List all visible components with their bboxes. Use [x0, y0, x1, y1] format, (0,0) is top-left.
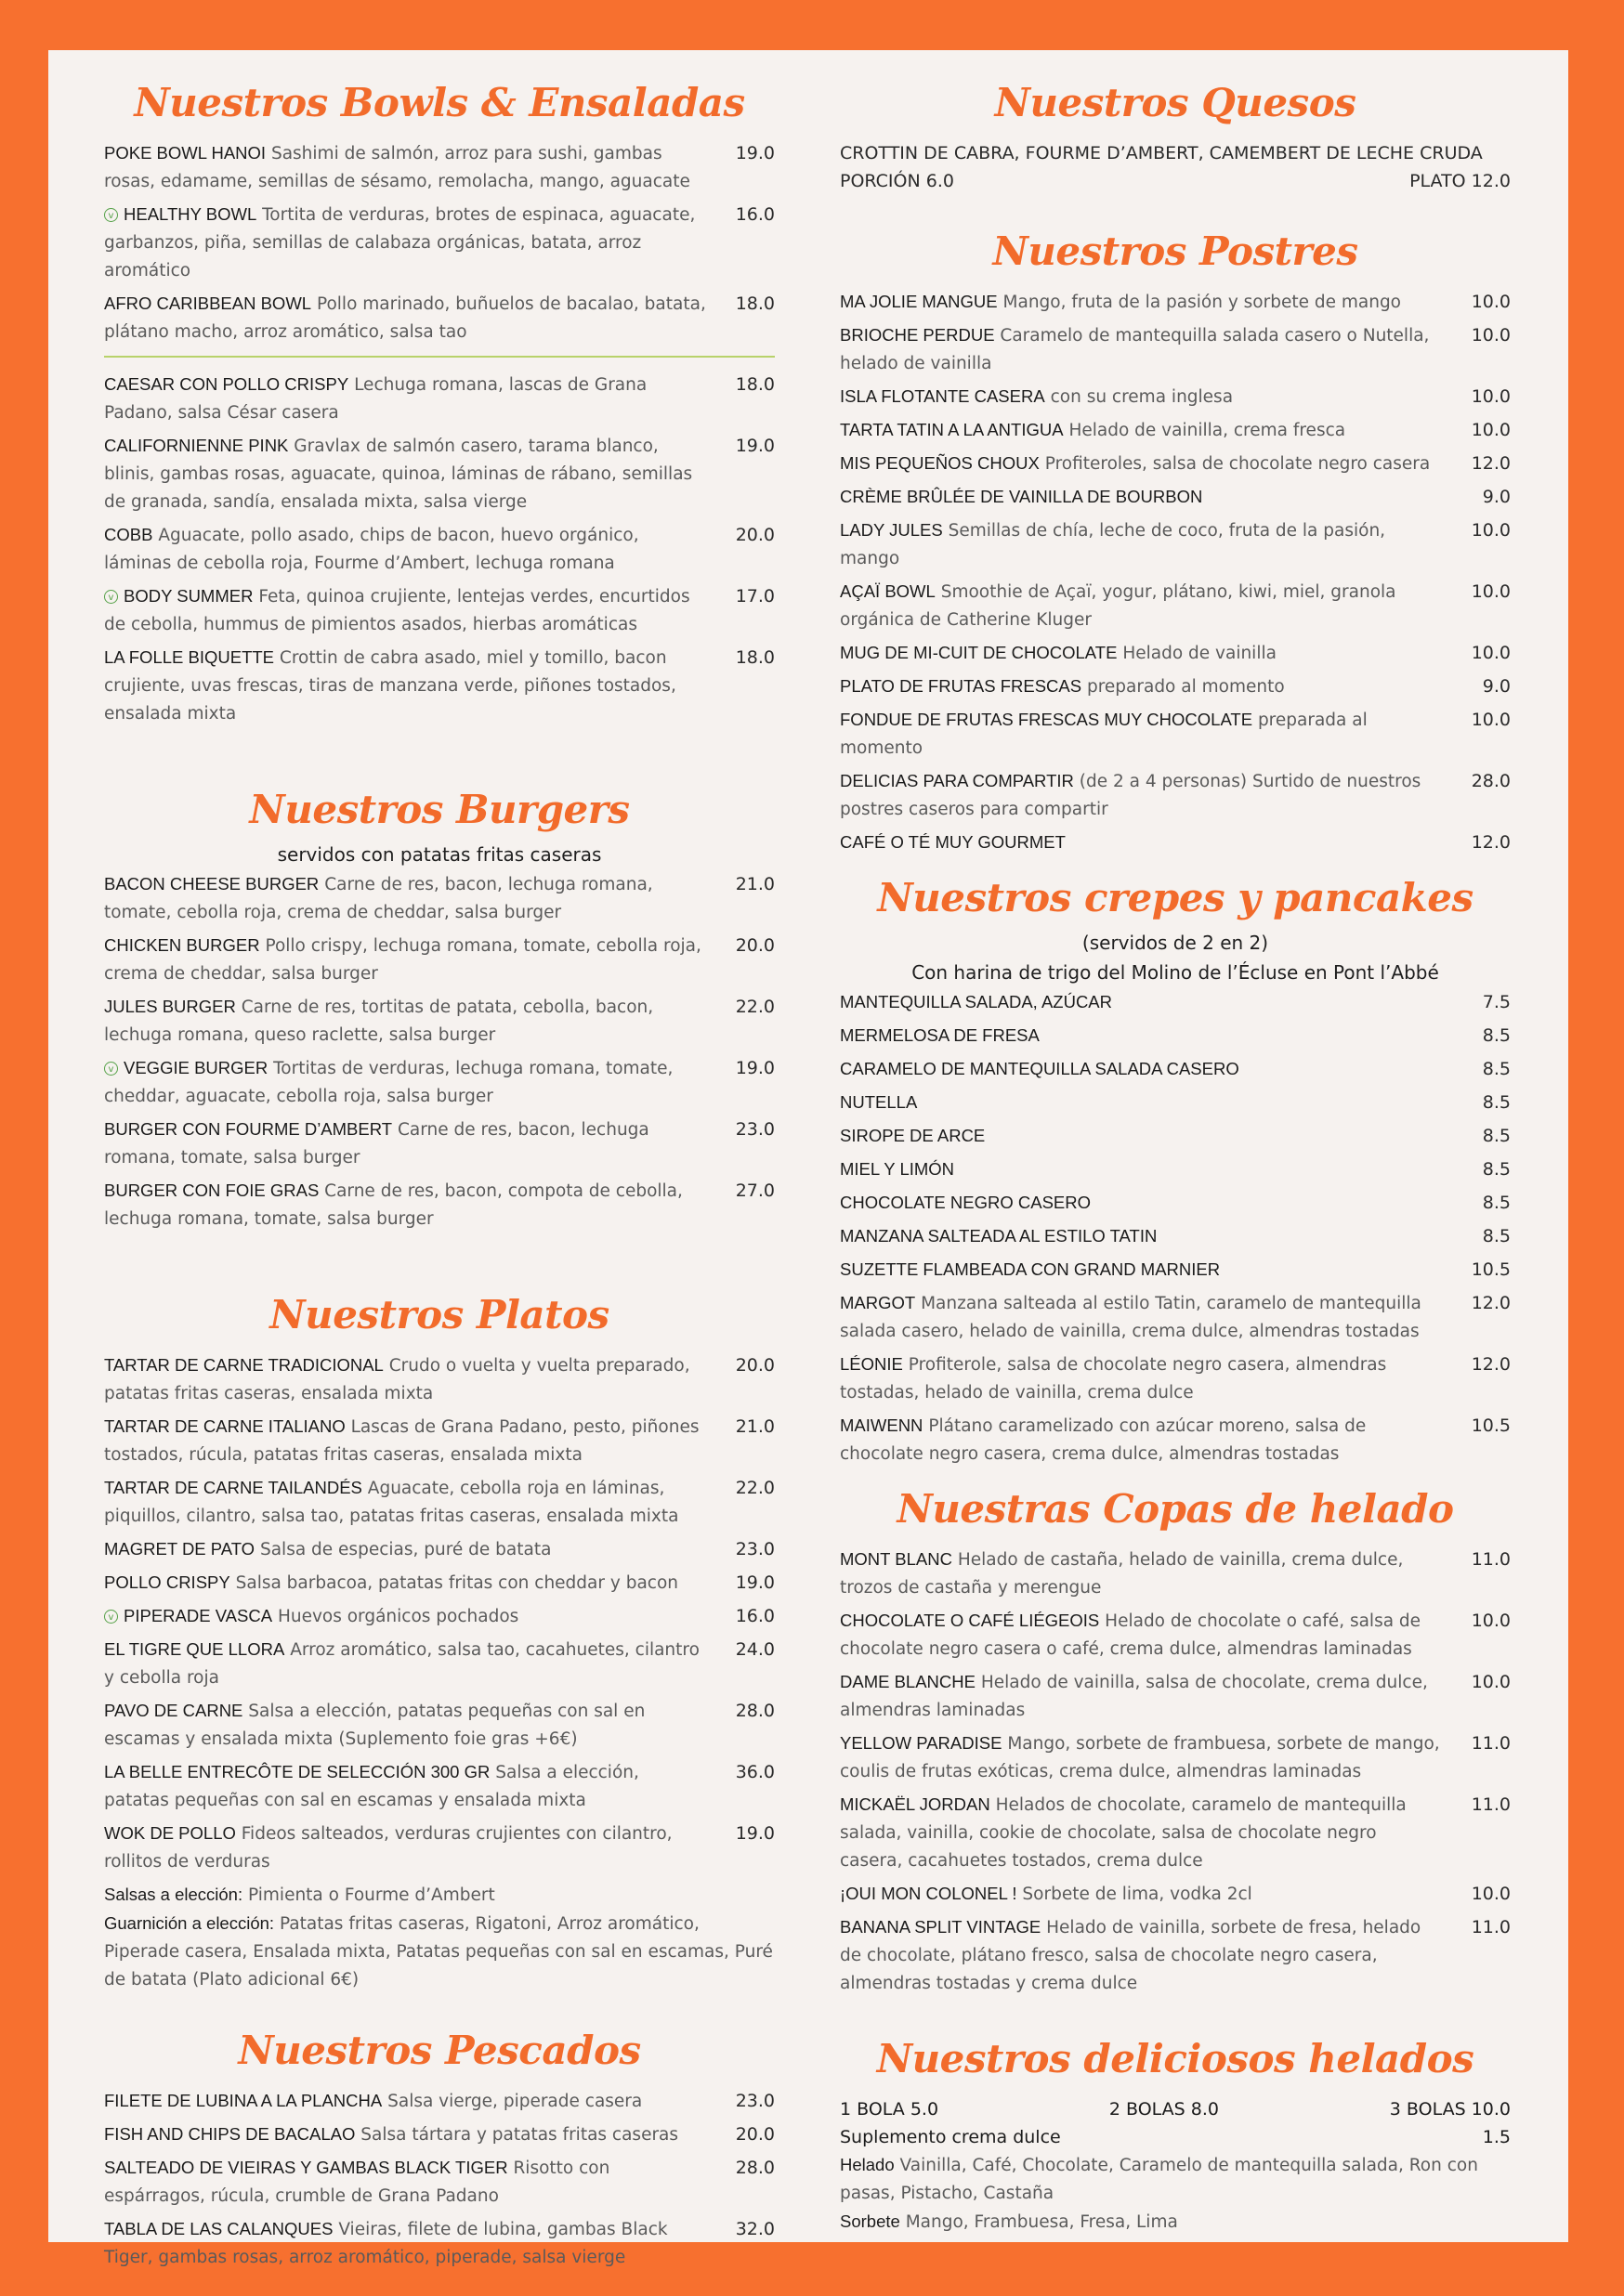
menu-item — [104, 1820, 775, 1876]
guarnicion-text: Patatas fritas caseras, Rigatoni, Arroz aromático, Piperade casera, Ensalada mixta, Patatas pequeñas con sal en escamas, Puré de batata (Plato adicional 6€) — [104, 1914, 773, 1989]
item-name: CHICKEN BURGER — [104, 935, 260, 955]
menu-item — [104, 371, 775, 427]
menu-item — [840, 1189, 1511, 1218]
menu-item — [104, 582, 775, 639]
item-price: 10.0 — [1471, 1884, 1511, 1904]
item-description: Mango, sorbete de frambuesa, sorbete de mango, coulis de frutas exóticas, crema dulce, almendras laminadas — [840, 1734, 1440, 1781]
item-price: 10.0 — [1471, 420, 1511, 440]
vegetarian-icon: v — [104, 1062, 118, 1076]
item-price: 23.0 — [735, 2091, 775, 2111]
item-description: Salsa tártara y patatas fritas caseras — [360, 2125, 679, 2145]
item-price: 18.0 — [735, 374, 775, 395]
postres-list — [840, 288, 1511, 857]
item-description: Feta, quinoa crujiente, lentejas verdes, encurtidos de cebolla, hummus de pimientos asados, hierbas aromáticas — [104, 587, 690, 634]
item-price: 12.0 — [1471, 832, 1511, 853]
item-description: Crottin de cabra asado, miel y tomillo, bacon crujiente, uvas frescas, tiras de manzana verde, piñones tostados, ensalada mixta — [104, 648, 676, 724]
item-name: LA BELLE ENTRECÔTE DE SELECCIÓN 300 GR — [104, 1762, 491, 1781]
item-name: CARAMELO DE MANTEQUILLA SALADA CASERO — [840, 1059, 1239, 1078]
menu-item — [104, 1569, 775, 1598]
bowls-list — [104, 139, 775, 346]
section-divider — [104, 356, 775, 358]
guarnicion-label: Guarnición a elección: — [104, 1913, 275, 1933]
item-price: 12.0 — [1471, 1293, 1511, 1313]
item-price: 8.5 — [1482, 1193, 1511, 1213]
item-price: 10.0 — [1471, 520, 1511, 541]
item-price: 19.0 — [735, 143, 775, 163]
menu-item — [104, 1636, 775, 1692]
item-price: 21.0 — [735, 1416, 775, 1437]
quesos-portion: PORCIÓN 6.0 — [840, 171, 954, 191]
item-name: MIEL Y LIMÓN — [840, 1159, 955, 1179]
menu-page — [48, 50, 1568, 2267]
item-description: Lechuga romana, lascas de Grana Padano, salsa César casera — [104, 375, 648, 423]
menu-item — [840, 706, 1511, 763]
item-name: JULES BURGER — [104, 997, 236, 1016]
item-price: 10.0 — [1471, 292, 1511, 312]
salsas-note — [104, 1881, 775, 1910]
salsas-text: Pimienta o Fourme d’Ambert — [248, 1885, 495, 1905]
menu-item — [840, 416, 1511, 445]
item-price: 17.0 — [735, 586, 775, 607]
item-description: Manzana salteada al estilo Tatin, caramelo de mantequilla salada casero, helado de vainilla, crema dulce, almendras tostadas — [840, 1294, 1421, 1341]
item-name: MUG DE MI-CUIT DE CHOCOLATE — [840, 643, 1118, 662]
menu-item — [840, 828, 1511, 857]
menu-item — [104, 290, 775, 346]
item-description: Helado de vainilla — [1122, 644, 1277, 663]
item-description: (de 2 a 4 personas) Surtido de nuestros postres caseros para compartir — [840, 772, 1421, 819]
item-name: MONT BLANC — [840, 1549, 952, 1569]
menu-item — [840, 1256, 1511, 1285]
menu-item — [104, 2087, 775, 2116]
item-name: PIPERADE VASCA — [124, 1606, 273, 1625]
item-price: 7.5 — [1482, 992, 1511, 1012]
item-description: Caramelo de mantequilla salada casero o Nutella, helado de vainilla — [840, 326, 1430, 373]
burgers-list — [104, 870, 775, 1233]
item-description: Carne de res, bacon, lechuga romana, tomate, cebolla roja, crema de cheddar, salsa burger — [104, 875, 653, 922]
menu-item — [840, 1546, 1511, 1602]
item-price: 27.0 — [735, 1181, 775, 1201]
item-description: Tortita de verduras, brotes de espinaca, aguacate, garbanzos, piña, semillas de calabaza orgánicas, batata, arroz aromático — [104, 205, 696, 280]
item-description: preparado al momento — [1086, 677, 1285, 697]
item-price: 11.0 — [1471, 1549, 1511, 1570]
item-description: Carne de res, bacon, lechuga romana, tomate, salsa burger — [104, 1120, 649, 1168]
item-price: 18.0 — [735, 294, 775, 314]
helados-title: Nuestros deliciosos helados — [876, 2036, 1474, 2081]
menu-item — [840, 1155, 1511, 1184]
menu-item — [104, 201, 775, 285]
menu-item — [840, 639, 1511, 668]
menu-item — [840, 1880, 1511, 1909]
vegetarian-icon: v — [104, 208, 118, 222]
item-description: Fideos salteados, verduras crujientes con cilantro, rollitos de verduras — [104, 1824, 673, 1872]
menu-item — [104, 1535, 775, 1564]
item-description: Vieiras, filete de lubina, gambas Black Tiger, gambas rosas, arroz aromático, piperade, salsa vierge — [104, 2220, 668, 2267]
quesos-title: Nuestros Quesos — [994, 80, 1356, 125]
menu-item — [840, 1350, 1511, 1407]
pescados-title: Nuestros Pescados — [238, 2028, 641, 2073]
menu-item — [840, 516, 1511, 573]
salsas-label: Salsas a elección: — [104, 1885, 243, 1904]
right-column — [840, 80, 1511, 2237]
sorbete-label: Sorbete — [840, 2211, 900, 2231]
salads-list — [104, 371, 775, 728]
item-price: 20.0 — [735, 935, 775, 956]
item-name: EL TIGRE QUE LLORA — [104, 1639, 285, 1659]
item-name: POKE BOWL HANOI — [104, 143, 267, 163]
item-description: Helado de castaña, helado de vainilla, crema dulce, trozos de castaña y merengue — [840, 1550, 1404, 1598]
item-name: SALTEADO DE VIEIRAS Y GAMBAS BLACK TIGER — [104, 2158, 508, 2177]
copas-title: Nuestras Copas de helado — [897, 1486, 1454, 1532]
item-name: CHOCOLATE NEGRO CASERO — [840, 1193, 1092, 1212]
item-name: VEGGIE BURGER — [124, 1058, 268, 1077]
menu-item — [840, 1607, 1511, 1663]
menu-item — [840, 1913, 1511, 1998]
item-price: 9.0 — [1482, 487, 1511, 507]
item-name: TARTA TATIN A LA ANTIGUA — [840, 420, 1064, 439]
vegetarian-icon: v — [104, 590, 118, 604]
item-description: Crudo o vuelta y vuelta preparado, patatas fritas caseras, ensalada mixta — [104, 1356, 690, 1403]
item-price: 19.0 — [735, 1823, 775, 1844]
menu-item — [104, 932, 775, 988]
item-price: 8.5 — [1482, 1159, 1511, 1180]
menu-item — [840, 1089, 1511, 1117]
item-price: 21.0 — [735, 874, 775, 894]
menu-item — [104, 521, 775, 578]
item-description: Helados de chocolate, caramelo de mantequilla salada, vainilla, cookie de chocolate, salsa de chocolate negro casera, cacahuetes tostados, crema dulce — [840, 1795, 1407, 1871]
item-name: CHOCOLATE O CAFÉ LIÉGEOIS — [840, 1611, 1100, 1630]
item-price: 11.0 — [1471, 1733, 1511, 1754]
item-name: TARTAR DE CARNE TAILANDÉS — [104, 1478, 362, 1497]
menu-item — [840, 767, 1511, 824]
item-name: BURGER CON FOURME D’AMBERT — [104, 1119, 393, 1139]
item-price: 28.0 — [735, 1701, 775, 1721]
item-price: 12.0 — [1471, 1354, 1511, 1375]
item-price: 22.0 — [735, 997, 775, 1017]
sorbete-flavors — [840, 2208, 1511, 2237]
item-name: SIROPE DE ARCE — [840, 1126, 986, 1145]
item-price: 24.0 — [735, 1639, 775, 1660]
bola-1: 1 BOLA 5.0 — [840, 2099, 939, 2120]
menu-item — [840, 578, 1511, 634]
item-description: Helado de vainilla, crema fresca — [1068, 421, 1346, 440]
menu-item — [840, 450, 1511, 478]
item-name: TABLA DE LAS CALANQUES — [104, 2219, 334, 2238]
item-price: 16.0 — [735, 204, 775, 225]
item-name: BURGER CON FOIE GRAS — [104, 1181, 320, 1200]
item-price: 9.0 — [1482, 676, 1511, 697]
item-description: Sashimi de salmón, arroz para sushi, gambas rosas, edamame, semillas de sésamo, remolacha, mango, aguacate — [104, 144, 690, 191]
item-description: Helado de chocolate o café, salsa de chocolate negro casera o café, crema dulce, almendras laminadas — [840, 1611, 1421, 1659]
item-description: Gravlax de salmón casero, tarama blanco, blinis, gambas rosas, aguacate, quinoa, láminas de rábano, semillas de granada, sandía, ensalada mixta, salsa vierge — [104, 437, 693, 512]
item-price: 10.0 — [1471, 386, 1511, 407]
item-price: 23.0 — [735, 1539, 775, 1559]
item-name: COBB — [104, 525, 153, 544]
menu-item — [840, 288, 1511, 317]
menu-item — [840, 1729, 1511, 1786]
item-description: Salsa vierge, piperade casera — [387, 2092, 643, 2111]
item-description: Carne de res, bacon, compota de cebolla, lechuga romana, tomate, salsa burger — [104, 1181, 683, 1229]
item-price: 32.0 — [735, 2219, 775, 2239]
menu-item — [104, 1413, 775, 1469]
suplemento-row — [840, 2123, 1511, 2151]
menu-item — [840, 321, 1511, 378]
menu-item — [104, 870, 775, 927]
item-name: MAGRET DE PATO — [104, 1539, 255, 1559]
item-price: 28.0 — [735, 2158, 775, 2178]
sorbete-text: Mango, Frambuesa, Fresa, Lima — [905, 2212, 1178, 2232]
menu-item — [104, 1474, 775, 1531]
quesos-line — [840, 139, 1511, 167]
item-price: 23.0 — [735, 1119, 775, 1140]
item-price: 10.5 — [1471, 1259, 1511, 1280]
item-description: Salsa a elección, patatas pequeñas con sal en escamas y ensalada mixta (Suplemento foie gras +6€) — [104, 1702, 646, 1749]
item-description: Huevos orgánicos pochados — [277, 1607, 519, 1626]
menu-item — [104, 1054, 775, 1111]
item-name: MANZANA SALTEADA AL ESTILO TATIN — [840, 1226, 1158, 1246]
item-name: WOK DE POLLO — [104, 1823, 236, 1843]
item-price: 18.0 — [735, 647, 775, 668]
item-name: NUTELLA — [840, 1092, 918, 1112]
item-name: CALIFORNIENNE PINK — [104, 436, 289, 455]
item-price: 10.0 — [1471, 643, 1511, 663]
item-description: Arroz aromático, salsa tao, cacahuetes, cilantro y cebolla roja — [104, 1640, 700, 1688]
burgers-subtitle: servidos con patatas fritas caseras — [277, 843, 602, 866]
item-price: 11.0 — [1471, 1794, 1511, 1815]
item-price: 20.0 — [735, 2124, 775, 2145]
item-name: DAME BLANCHE — [840, 1672, 976, 1691]
item-name: ISLA FLOTANTE CASERA — [840, 386, 1045, 406]
menu-item — [104, 432, 775, 516]
menu-item — [104, 1351, 775, 1408]
item-name: FONDUE DE FRUTAS FRESCAS MUY CHOCOLATE — [840, 710, 1253, 729]
item-name: AFRO CARIBBEAN BOWL — [104, 294, 312, 313]
item-name: CAFÉ O TÉ MUY GOURMET — [840, 832, 1066, 852]
item-price: 11.0 — [1471, 1917, 1511, 1937]
item-name: DELICIAS PARA COMPARTIR — [840, 771, 1074, 790]
item-name: LA FOLLE BIQUETTE — [104, 647, 275, 667]
helado-flavors — [840, 2151, 1511, 2208]
item-description: Pollo crispy, lechuga romana, tomate, cebolla roja, crema de cheddar, salsa burger — [104, 936, 701, 984]
item-name: HEALTHY BOWL — [124, 204, 257, 224]
menu-item — [840, 672, 1511, 701]
item-name: MIS PEQUEÑOS CHOUX — [840, 453, 1040, 473]
suplemento-price: 1.5 — [1482, 2127, 1511, 2147]
item-price: 8.5 — [1482, 1126, 1511, 1146]
menu-item — [104, 2215, 775, 2272]
menu-item — [104, 1602, 775, 1631]
item-description: Salsa de especias, puré de batata — [259, 1540, 552, 1559]
item-name: MANTEQUILLA SALADA, AZÚCAR — [840, 992, 1113, 1011]
item-description: Aguacate, cebolla roja en láminas, piquillos, cilantro, salsa tao, patatas fritas caseras, ensalada mixta — [104, 1479, 679, 1526]
item-description: Carne de res, tortitas de patata, cebolla, bacon, lechuga romana, queso raclette, salsa burger — [104, 998, 654, 1045]
item-name: SUZETTE FLAMBEADA CON GRAND MARNIER — [840, 1259, 1221, 1279]
bola-3: 3 BOLAS 10.0 — [1389, 2099, 1511, 2120]
crepes-subtitle-2: Con harina de trigo del Molino de l’Écluse en Pont l’Abbé — [911, 961, 1439, 984]
vegetarian-icon: v — [104, 1610, 118, 1624]
item-name: PAVO DE CARNE — [104, 1701, 243, 1720]
menu-item — [840, 988, 1511, 1017]
bowls-title: Nuestros Bowls & Ensaladas — [134, 80, 745, 125]
item-description: Salsa a elección, patatas pequeñas con sal en escamas y ensalada mixta — [104, 1763, 639, 1810]
menu-item — [840, 1668, 1511, 1725]
copas-list — [840, 1546, 1511, 1998]
item-description: Aguacate, pollo asado, chips de bacon, huevo orgánico, láminas de cebolla roja, Fourme d’Ambert, lechuga romana — [104, 526, 639, 573]
helados-bolas — [840, 2095, 1511, 2123]
item-name: FISH AND CHIPS DE BACALAO — [104, 2124, 356, 2144]
item-price: 10.0 — [1471, 581, 1511, 602]
item-name: MERMELOSA DE FRESA — [840, 1025, 1040, 1045]
item-name: FILETE DE LUBINA A LA PLANCHA — [104, 2091, 383, 2110]
item-description: Tortitas de verduras, lechuga romana, tomate, cheddar, aguacate, cebolla roja, salsa burger — [104, 1059, 674, 1106]
menu-item — [104, 1115, 775, 1172]
item-name: LÉONIE — [840, 1354, 903, 1374]
burgers-title: Nuestros Burgers — [249, 787, 630, 832]
quesos-list-text: CROTTIN DE CABRA, FOURME D’AMBERT, CAMEMBERT DE LECHE CRUDA — [840, 143, 1483, 163]
postres-title: Nuestros Postres — [992, 228, 1358, 274]
suplemento-label: Suplemento crema dulce — [840, 2127, 1061, 2147]
item-description: Smoothie de Açaï, yogur, plátano, kiwi, miel, granola orgánica de Catherine Kluger — [840, 582, 1396, 630]
menu-item — [104, 2154, 775, 2211]
item-description: Semillas de chía, leche de coco, fruta de la pasión, mango — [840, 521, 1386, 568]
item-description: Salsa barbacoa, patatas fritas con cheddar y bacon — [235, 1573, 678, 1593]
item-description: Profiterole, salsa de chocolate negro casera, almendras tostadas, helado de vainilla, crema dulce — [840, 1355, 1387, 1402]
item-description: con su crema inglesa — [1050, 387, 1234, 407]
item-name: YELLOW PARADISE — [840, 1733, 1002, 1753]
item-name: MARGOT — [840, 1293, 916, 1312]
item-price: 8.5 — [1482, 1025, 1511, 1046]
item-price: 19.0 — [735, 436, 775, 456]
item-price: 36.0 — [735, 1762, 775, 1782]
item-name: BODY SUMMER — [124, 586, 254, 606]
menu-item — [104, 993, 775, 1050]
item-description: preparada al momento — [840, 711, 1368, 758]
item-price: 10.0 — [1471, 1672, 1511, 1692]
crepes-list — [840, 988, 1511, 1468]
item-name: AÇAÏ BOWL — [840, 581, 936, 601]
item-name: MA JOLIE MANGUE — [840, 292, 998, 311]
item-name: MICKAËL JORDAN — [840, 1794, 990, 1814]
platos-title: Nuestros Platos — [269, 1292, 609, 1337]
pescados-list — [104, 2087, 775, 2272]
item-name: MAIWENN — [840, 1415, 923, 1435]
menu-item — [104, 1758, 775, 1815]
item-price: 20.0 — [735, 525, 775, 545]
platos-list — [104, 1351, 775, 1876]
item-description: Pollo marinado, buñuelos de bacalao, batata, plátano macho, arroz aromático, salsa tao — [104, 294, 706, 342]
item-price: 10.0 — [1471, 1611, 1511, 1631]
item-price: 16.0 — [735, 1606, 775, 1626]
item-description: Lascas de Grana Padano, pesto, piñones tostados, rúcula, patatas fritas caseras, ensalada mixta — [104, 1417, 700, 1465]
menu-item — [840, 1022, 1511, 1050]
item-price: 10.5 — [1471, 1415, 1511, 1436]
item-description: Profiteroles, salsa de chocolate negro casera — [1044, 454, 1431, 474]
item-description: Risotto con espárragos, rúcula, crumble de Grana Padano — [104, 2159, 610, 2206]
item-description: Plátano caramelizado con azúcar moreno, salsa de chocolate negro casera, crema dulce, almendras tostadas — [840, 1416, 1367, 1464]
item-price: 22.0 — [735, 1478, 775, 1498]
item-price: 8.5 — [1482, 1226, 1511, 1246]
item-name: ¡OUI MON COLONEL ! — [840, 1884, 1017, 1903]
item-price: 12.0 — [1471, 453, 1511, 474]
menu-item — [104, 1697, 775, 1754]
item-name: LADY JULES — [840, 520, 943, 540]
item-name: TARTAR DE CARNE ITALIANO — [104, 1416, 346, 1436]
item-price: 8.5 — [1482, 1059, 1511, 1079]
item-description: Mango, fruta de la pasión y sorbete de mango — [1002, 293, 1402, 312]
item-name: CRÈME BRÛLÉE DE VAINILLA DE BOURBON — [840, 487, 1203, 506]
item-price: 20.0 — [735, 1355, 775, 1376]
item-name: BRIOCHE PERDUE — [840, 325, 995, 345]
menu-item — [840, 1222, 1511, 1251]
menu-item — [840, 1289, 1511, 1346]
item-name: PLATO DE FRUTAS FRESCAS — [840, 676, 1082, 696]
menu-item — [840, 383, 1511, 411]
crepes-title: Nuestros crepes y pancakes — [877, 875, 1473, 920]
quesos-plate: PLATO 12.0 — [1409, 171, 1511, 191]
menu-item — [840, 1122, 1511, 1151]
item-price: 10.0 — [1471, 710, 1511, 730]
item-price: 10.0 — [1471, 325, 1511, 346]
menu-item — [104, 1177, 775, 1233]
item-description: Helado de vainilla, sorbete de fresa, helado de chocolate, plátano fresco, salsa de chocolate negro casera, almendras tostadas y crema dulce — [840, 1918, 1421, 1993]
helado-text: Vainilla, Café, Chocolate, Caramelo de mantequilla salada, Ron con pasas, Pistacho, Castaña — [840, 2156, 1478, 2203]
item-name: BACON CHEESE BURGER — [104, 874, 320, 894]
left-column — [104, 80, 775, 2276]
menu-item — [104, 139, 775, 196]
item-description: Helado de vainilla, salsa de chocolate, crema dulce, almendras laminadas — [840, 1673, 1428, 1720]
helado-label: Helado — [840, 2155, 895, 2174]
item-name: TARTAR DE CARNE TRADICIONAL — [104, 1355, 384, 1375]
menu-item — [840, 1412, 1511, 1468]
menu-item — [104, 644, 775, 728]
item-price: 19.0 — [735, 1572, 775, 1593]
bola-2: 2 BOLAS 8.0 — [1108, 2099, 1219, 2120]
menu-item — [840, 1791, 1511, 1875]
item-price: 28.0 — [1471, 771, 1511, 791]
item-name: CAESAR CON POLLO CRISPY — [104, 374, 349, 394]
item-price: 19.0 — [735, 1058, 775, 1078]
crepes-subtitle-1: (servidos de 2 en 2) — [1081, 932, 1269, 954]
menu-item — [104, 2120, 775, 2149]
menu-item — [840, 483, 1511, 512]
guarnicion-note — [104, 1910, 775, 1994]
item-price: 8.5 — [1482, 1092, 1511, 1113]
item-description: Sorbete de lima, vodka 2cl — [1022, 1885, 1252, 1904]
item-name: BANANA SPLIT VINTAGE — [840, 1917, 1041, 1937]
quesos-prices — [840, 167, 1511, 195]
item-name: POLLO CRISPY — [104, 1572, 230, 1592]
menu-item — [840, 1055, 1511, 1084]
